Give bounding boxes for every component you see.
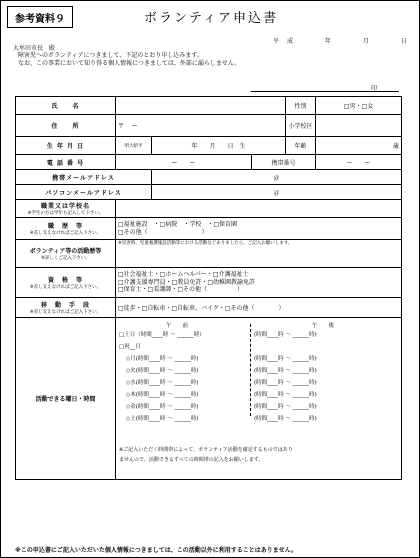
gender-label: 性別 — [286, 97, 316, 115]
friday-row-pm[interactable]: (時間____時 ～ ______時) — [254, 404, 317, 410]
intro-line: 障害児へのボランティアにつきまして、下記のとおり申し込みます。 — [18, 52, 203, 59]
pc-mail-label: パソコンメールアドレス — [16, 185, 152, 200]
thursday-row[interactable]: ◇木(時間____時 ～ ______時) — [126, 392, 199, 398]
row-workplace — [16, 200, 402, 218]
qualification-option-line: □社会福祉士・□ホームヘルパー・□介護福祉士 — [118, 271, 249, 279]
mobile-label: 携帯番号 — [252, 155, 316, 170]
seal-mark: 印 — [371, 85, 378, 92]
experience-option-line: □その他（ ） — [118, 228, 208, 236]
activity-label — [16, 240, 116, 268]
schedule-label: 活動できる曜日・時間 — [16, 318, 116, 480]
wednesday-row-pm[interactable]: (時間____時 ～ ______時) — [254, 380, 317, 386]
workplace-input[interactable] — [116, 200, 402, 218]
privacy-note: ※この申込書にご記入いただいた個人情報につきましては、この活動以外に利用することはありません。 — [15, 547, 298, 554]
experience-title: 職 歴 等 — [47, 223, 83, 230]
school-district-label: 小学校区 — [286, 115, 316, 137]
birthdate-label: 生 年 月 日 — [16, 137, 116, 155]
activity-title: ボランティア等の活動歴等 — [29, 248, 102, 255]
row-phone — [16, 155, 402, 170]
experience-note: ※差し支えなければご記入下さい。 — [29, 231, 102, 236]
gender-options[interactable]: □男・□女 — [316, 97, 402, 115]
am-header: 午 前 — [166, 323, 189, 329]
row-birthdate — [16, 137, 402, 155]
row-schedule — [16, 318, 402, 480]
name-input[interactable] — [116, 97, 286, 115]
workplace-title: 職業又は学校名 — [40, 203, 90, 210]
phone-label: 電 話 番 号 — [16, 155, 116, 170]
postal-mark: 〒 ー — [118, 123, 138, 130]
friday-row[interactable]: ◇金(時間____時 ～ ______時) — [126, 404, 199, 410]
row-pc-mail — [16, 185, 402, 200]
qualification-options[interactable] — [116, 268, 402, 298]
weekend-row[interactable]: □土日（時間____時 ～ ______時） — [119, 332, 205, 338]
workplace-note: ※学生の方は学年も記入して下さい。 — [27, 211, 104, 216]
activity-input[interactable]: ※災害時、児童養護施設活動等における活動などありましたら、ご記入お願いします。 — [116, 240, 402, 268]
activity-note: ※詳しくご記入下さい。 — [41, 256, 90, 261]
mobile-input[interactable]: ー ー — [316, 155, 402, 170]
qualification-label — [16, 268, 116, 298]
row-name — [16, 97, 402, 115]
transport-note: ※差し支えなければご記入下さい。 — [29, 310, 102, 315]
saturday-row-pm[interactable]: (時間____時 ～ ______時) — [254, 416, 317, 422]
date-field[interactable]: 平成 年 月 日 — [273, 38, 415, 45]
weekend-row-pm[interactable]: (時間____時 ～ ______時) — [254, 332, 317, 338]
pc-mail-input[interactable]: ＠ — [152, 185, 402, 200]
qualification-title: 資 格 等 — [47, 277, 83, 284]
experience-option-line: □福祉施設 ・□病院 ・学校 ・□保育園 — [118, 221, 238, 228]
experience-label — [16, 218, 116, 240]
transport-options[interactable]: □徒歩・□自転車・□自転車、バイク・□その他（ ） — [116, 298, 402, 318]
era-options[interactable]: 明大昭平 — [116, 137, 152, 155]
experience-options[interactable] — [116, 218, 402, 240]
age-label: 年齢 — [286, 137, 316, 155]
transport-title: 移 動 手 段 — [40, 302, 90, 309]
intro-line: なお、この事業において知り得る個人情報につきましては、外部に漏らしません。 — [18, 60, 241, 67]
mobile-mail-label: 携帯メールアドレス — [16, 170, 152, 185]
addressee: 大牟田市長 殿 — [13, 45, 56, 52]
intro-text — [18, 52, 240, 68]
saturday-row[interactable]: ◇土(時間____時 ～ ______時) — [126, 416, 199, 422]
reference-label: 参考資料９ — [7, 6, 73, 28]
wednesday-row[interactable]: ◇水(時間____時 ～ ______時) — [126, 380, 199, 386]
row-mobile-mail — [16, 170, 402, 185]
tuesday-row-pm[interactable]: (時間____時 ～ ______時) — [254, 368, 317, 374]
form-title: ボランティア申込書 — [144, 11, 278, 26]
schedule-note-line: ※ご記入いただく時間帯によって、ボランティア活動を確定するものではあり — [119, 447, 293, 453]
row-qualification — [16, 268, 402, 298]
am-pm-divider — [250, 324, 251, 416]
tuesday-row[interactable]: ◇火(時間____時 ～ ______時) — [126, 368, 199, 374]
monday-row[interactable]: ◇月(時間____時 ～ ______時) — [126, 356, 199, 362]
age-input[interactable]: 歳 — [316, 137, 402, 155]
birthdate-input[interactable]: 年 月 日 生 — [152, 137, 286, 155]
address-input[interactable] — [116, 115, 286, 137]
schedule-note-line: ませんので、活動できるすべての時間帯の記入をお願いします。 — [119, 457, 264, 463]
transport-label — [16, 298, 116, 318]
pm-header: 午 後 — [312, 323, 335, 329]
monday-row-pm[interactable]: (時間____時 ～ ______時) — [254, 356, 317, 362]
address-label: 住 所 — [16, 115, 116, 137]
row-transport — [16, 298, 402, 318]
name-label: 氏 名 — [16, 97, 116, 115]
workplace-label — [16, 200, 116, 218]
schedule-grid[interactable] — [116, 318, 402, 480]
school-district-input[interactable] — [316, 115, 402, 137]
mobile-mail-input[interactable]: ＠ — [152, 170, 402, 185]
application-table — [15, 96, 402, 480]
qualification-option-line: □介護支援専門員・□教員免許・□幼稚園教諭免許 — [118, 278, 256, 286]
row-address — [16, 115, 402, 137]
holiday-row[interactable]: □祝__日 — [119, 344, 141, 350]
row-experience — [16, 218, 402, 240]
phone-input[interactable]: ー ー — [116, 155, 252, 170]
thursday-row-pm[interactable]: (時間____時 ～ ______時) — [254, 392, 317, 398]
row-activity — [16, 240, 402, 268]
qualification-note: ※差し支えなければご記入下さい。 — [29, 285, 102, 290]
qualification-option-line: □保育士・□看護師・□その他（ ） — [118, 286, 244, 294]
